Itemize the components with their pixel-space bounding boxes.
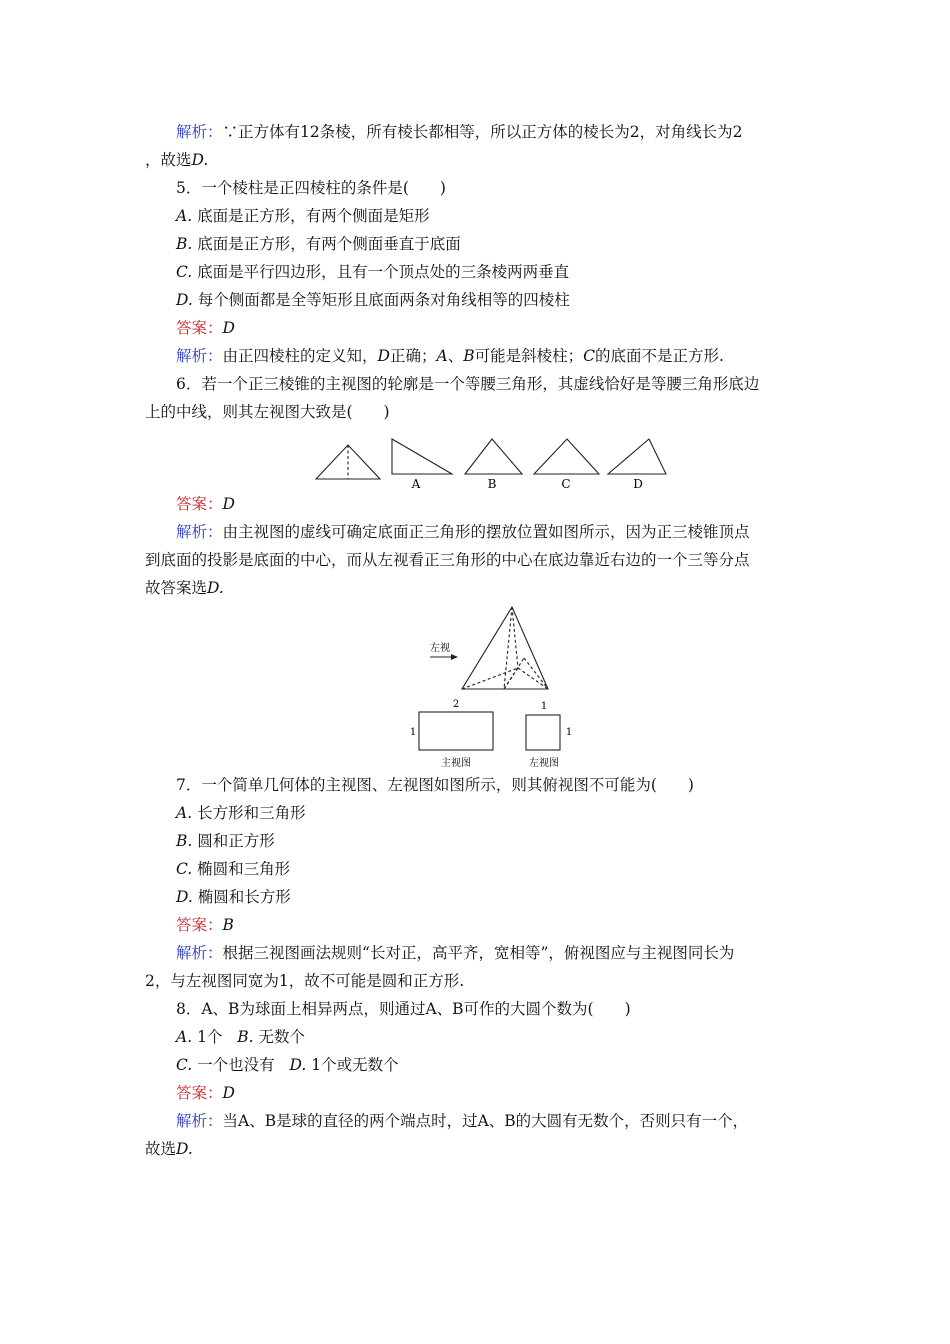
arrow-head-icon [451,654,458,660]
answer-value: D [222,495,235,513]
q7-stem: 7．一个简单几何体的主视图、左视图如图所示，则其俯视图不可能为( ) [176,776,694,794]
q4-answer-letter: D. [191,151,209,169]
option-letter: D. [176,888,193,906]
option-text: 椭圆和三角形 [197,860,291,878]
q6-analysis-line2: 到底面的投影是底面的中心，而从左视看正三角形的中心在底边靠近右边的一个三等分点 [145,551,750,569]
q8-analysis-line1 [176,1110,748,1132]
option-text: 椭圆和长方形 [197,888,291,906]
option-d-triangle [608,439,666,474]
analysis-letter: C [583,347,595,365]
option-text: 无数个 [258,1028,305,1046]
q6-analysis-line3 [145,577,224,599]
q7-analysis-line2: 2，与左视图同宽为1，故不可能是圆和正方形. [145,972,465,990]
analysis-label: 解析： [176,944,223,962]
front-view-width-label: 2 [452,699,460,710]
analysis-text: 由主视图的虚线可确定底面正三角形的摆放位置如图所示，因为正三棱锥顶点 [222,523,750,541]
option-letter: C. [176,1056,193,1074]
q4-analysis-line1 [176,121,742,143]
arrow-label: 左视 [430,643,450,654]
pyramid-outline [462,607,548,689]
analysis-letter: A [436,347,448,365]
figure-label-c: C [561,477,571,491]
analysis-text: 当A、B是球的直径的两个端点时，过A、B的大圆有无数个，否则只有一个， [222,1112,749,1130]
front-view-height-label: 1 [409,727,417,738]
option-letter: B. [237,1028,254,1046]
option-text: 每个侧面都是全等矩形且底面两条对角线相等的四棱柱 [197,291,570,309]
q5-option-b [176,233,461,255]
analysis-letter: B [463,347,475,365]
q4-analysis-cont: ，故选 [145,151,192,169]
option-text: 底面是平行四边形，且有一个顶点处的三条棱两两垂直 [197,263,570,281]
front-view-caption: 主视图 [441,758,471,769]
side-view-height-label: 1 [565,727,573,738]
q5-answer [176,317,235,339]
option-text: 1个或无数个 [311,1056,399,1074]
answer-value: D [222,319,235,337]
option-letter: D. [289,1056,307,1074]
option-letter: A. [176,1028,193,1046]
side-view-caption: 左视图 [529,758,559,769]
analysis-label: 解析： [176,523,223,541]
analysis-text: 根据三视图画法规则“长对正，高平齐，宽相等”，俯视图应与主视图同长为 [222,944,735,962]
option-letter: C. [176,860,193,878]
q6-analysis-line1 [176,521,750,543]
answer-label: 答案： [176,916,223,934]
option-text: 1个 [197,1028,223,1046]
q8-options-ab [176,1026,305,1048]
analysis-label: 解析： [176,1112,223,1130]
answer-value: B [222,916,234,934]
analysis-letter: D [377,347,390,365]
q5-option-a [176,205,430,227]
option-letter: B. [176,235,193,253]
q7-analysis-line1 [176,942,734,964]
q7-option-a [176,802,306,824]
option-letter: D. [176,291,193,309]
side-view-width-label: 1 [540,701,548,712]
analysis-text: 可能是斜棱柱； [474,347,584,365]
q4-analysis-line2 [145,149,208,171]
answer-label: 答案： [176,319,223,337]
q8-analysis-line2 [145,1138,193,1160]
option-text: 长方形和三角形 [197,804,306,822]
analysis-label: 解析： [176,123,223,141]
q5-analysis [176,345,724,367]
answer-label: 答案： [176,495,223,513]
figure-label-d: D [633,477,643,491]
analysis-text: 由正四棱柱的定义知， [222,347,378,365]
analysis-letter: D. [207,579,224,597]
pyramid-three-view-figure [400,603,580,773]
analysis-text: 的底面不是正方形. [594,347,724,365]
option-text: 底面是正方形，有两个侧面垂直于底面 [197,235,461,253]
option-letter: B. [176,832,193,850]
figure-label-b: B [487,477,497,491]
figure-label-a: A [411,477,421,491]
q6-stem-line2: 上的中线，则其左视图大致是( ) [145,403,390,421]
option-text: 一个也没有 [197,1056,275,1074]
option-text: 圆和正方形 [197,832,275,850]
side-view-square [526,715,560,750]
q5-option-d [176,289,570,311]
q7-option-d [176,886,291,908]
q7-answer [176,914,234,936]
answer-value: D [222,1084,235,1102]
analysis-text: 正确； [389,347,437,365]
option-letter: C. [176,263,193,281]
option-a-triangle [392,439,452,474]
q6-stem-line1: 6．若一个正三棱锥的主视图的轮廓是一个等腰三角形，其虚线恰好是等腰三角形底边 [176,375,760,393]
analysis-label: 解析： [176,347,223,365]
analysis-letter: D. [176,1140,193,1158]
analysis-text: 故答案选 [145,579,208,597]
q8-stem: 8．A、B为球面上相异两点，则通过A、B可作的大圆个数为( ) [176,1000,631,1018]
option-text: 底面是正方形，有两个侧面是矩形 [197,207,430,225]
front-view-rectangle [419,712,493,750]
option-b-triangle [465,439,522,474]
q7-option-b [176,830,275,852]
q8-options-cd [176,1054,399,1076]
analysis-text: 、 [447,347,464,365]
option-letter: A. [176,804,193,822]
q8-answer [176,1082,235,1104]
q6-triangle-figures [310,428,680,498]
analysis-text: 故选 [145,1140,177,1158]
option-c-triangle [534,439,599,474]
q7-option-c [176,858,290,880]
q5-option-c [176,261,569,283]
q6-answer [176,493,235,515]
answer-label: 答案： [176,1084,223,1102]
q5-stem: 5．一个棱柱是正四棱柱的条件是( ) [176,179,446,197]
q4-analysis-text: ∵正方体有12条棱，所有棱长都相等，所以正方体的棱长为2，对角线长为2 [222,123,743,141]
option-letter: A. [176,207,193,225]
